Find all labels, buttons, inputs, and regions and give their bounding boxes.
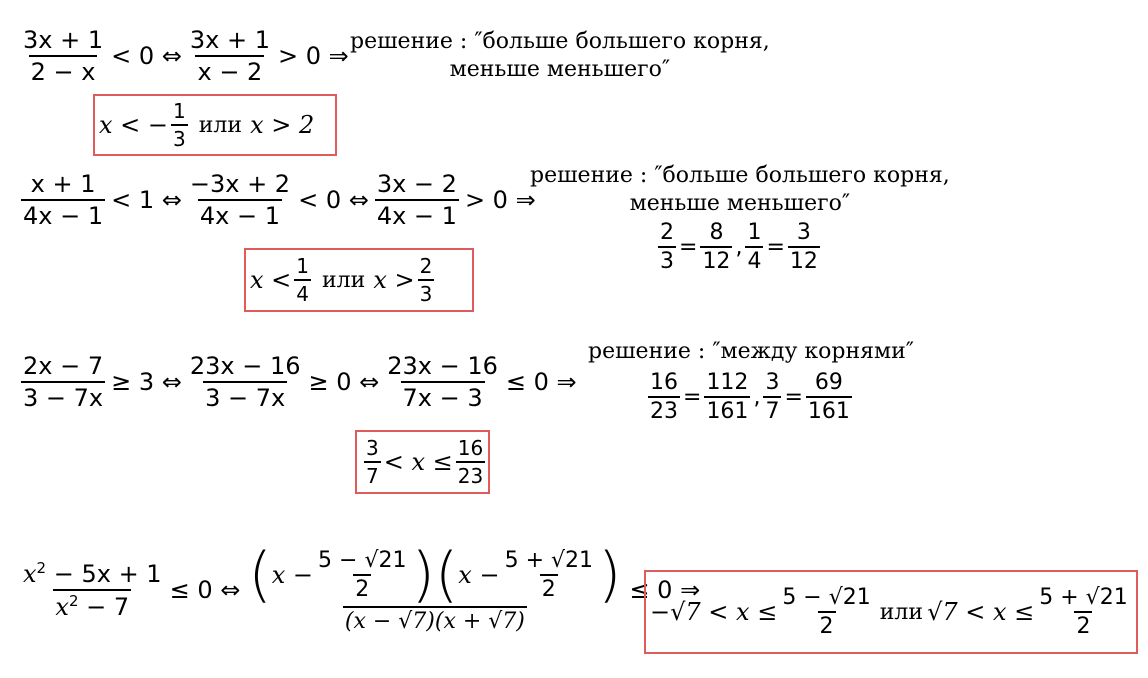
- relation: > 0 ⇒: [277, 42, 349, 70]
- answer-box: x < − $\frac{1}{3}$ или x > 2: [93, 94, 337, 156]
- fraction-comparison: $\frac{2}{3}$ = $\frac{8}{12}$ , $\frac{1}{4}$ = $\frac{3}{12}$: [660, 220, 818, 274]
- fraction-comparison: $\frac{16}{23}$ = $\frac{112}{161}$ , $\frac{3}{7}$ = $\frac{69}{161}$: [650, 370, 850, 424]
- relation: < 0 ⇔: [111, 42, 182, 70]
- inequality-4: $\frac{x^2 - 5x + 1}{x^2 - 7}$ ≤ 0 ⇔ ( x − $\frac{5 - √21}{2}$ )( x − $\frac{5 + √21}{2}$ ) (x − √7)(x + √7) ≤ 0 ⇒: [23, 540, 701, 634]
- fraction: $\frac{3x + 1}{2 - x}$: [23, 26, 104, 86]
- answer-box: −√7 < x ≤ $\frac{5 - √21}{2}$ или √7 < x ≤ $\frac{5 + √21}{2}$: [644, 570, 1138, 654]
- solution-note: решение : ″больше большего корня, меньше меньшего″: [350, 29, 770, 82]
- inequality-1: [18, 26, 352, 86]
- big-fraction: ( x − $\frac{5 - √21}{2}$ )( x − $\frac{5 + √21}{2}$ ) (x − √7)(x + √7): [248, 540, 622, 634]
- inequality-2: $\frac{x + 1}{4x - 1}$ < 1 ⇔ $\frac{-3x + 2}{4x - 1}$ < 0 ⇔ $\frac{3x - 2}{4x - 1}$ > 0 ⇒: [23, 170, 536, 230]
- inequality-3: $\frac{2x - 7}{3 - 7x}$ ≥ 3 ⇔ $\frac{23x - 16}{3 - 7x}$ ≥ 0 ⇔ $\frac{23x - 16}{7x - 3}$ ≤ 0 ⇒: [23, 352, 577, 412]
- solution-note: решение : ″больше большего корня, меньше меньшего″: [530, 163, 950, 216]
- fraction: $\frac{3x + 1}{x - 2}$: [189, 26, 270, 86]
- solution-note: решение : ″между корнями″: [588, 339, 915, 364]
- answer-box: x < $\frac{1}{4}$ или x > $\frac{2}{3}$: [244, 248, 474, 312]
- answer-box: $\frac{3}{7}$ < x ≤ $\frac{16}{23}$: [355, 430, 490, 494]
